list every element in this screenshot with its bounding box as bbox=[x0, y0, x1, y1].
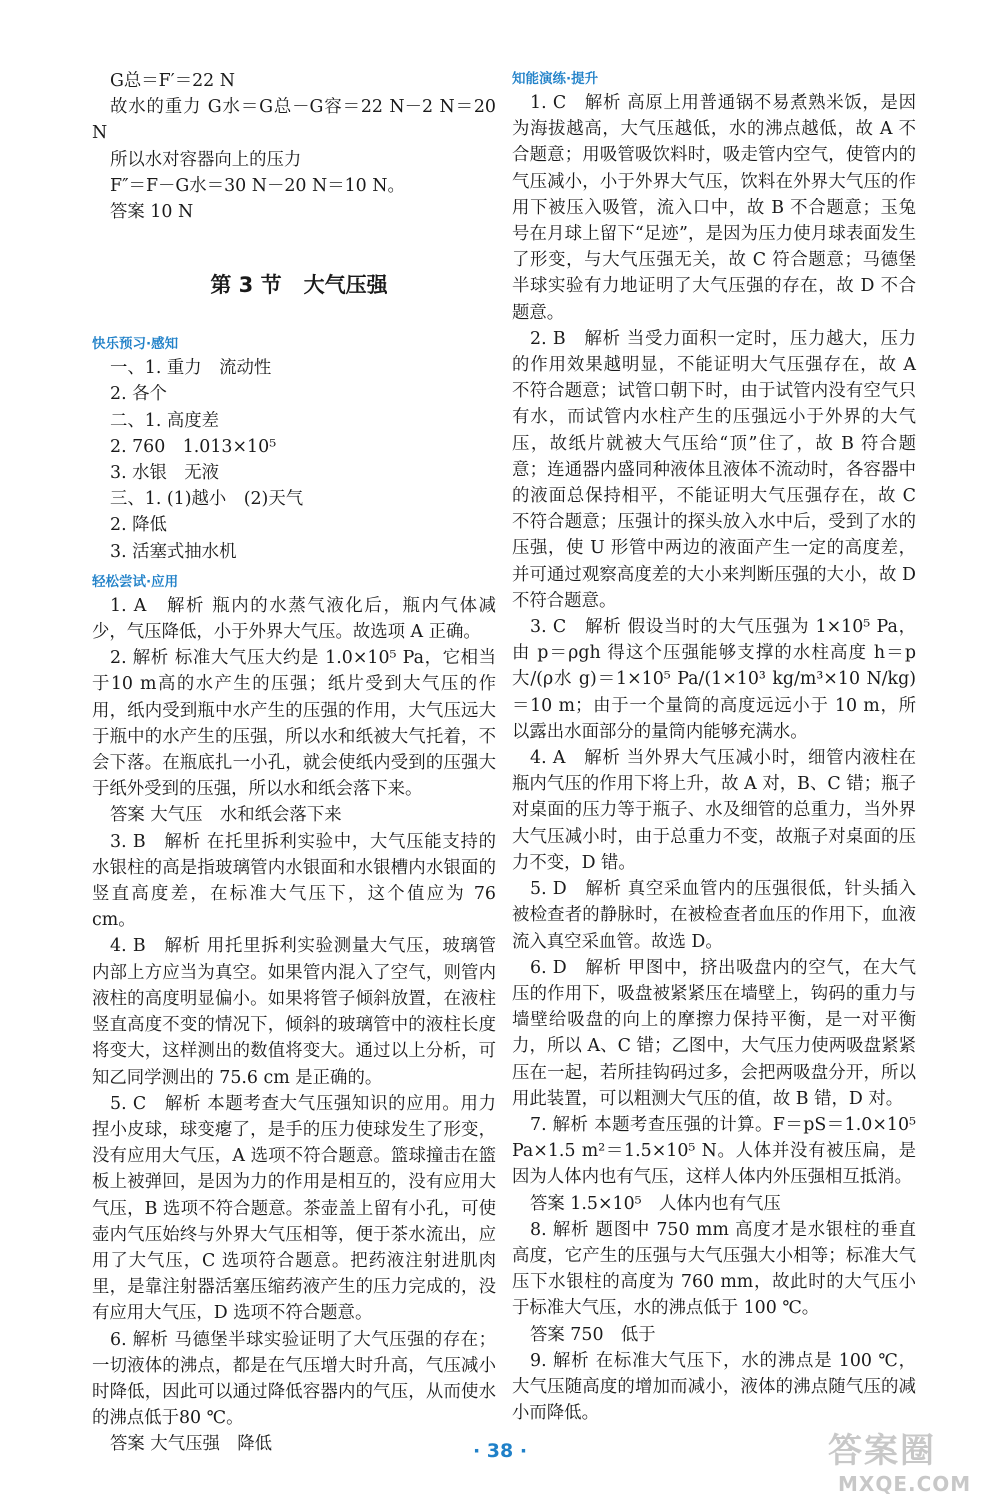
section-name: 大气压强 bbox=[303, 273, 388, 298]
answer-paragraph: 5. C 解析 本题考查大气压强知识的应用。用力捏小皮球，球变瘪了，是手的压力使球发生了形变，没有应用大气压，A 选项不符合题意。篮球撞击在篮板上被弹回，是因为力的作用是相互的，没有应用大气压，B 选项不符合题意。茶壶盖上留有小孔，可使壶内气压始终与外界大气压相等，便于茶水流出，应用了大气压，C 选项符合题意。把药液注射进肌肉里，是靠注射器活塞压缩药液产生的压力完成的，没有应用大气压，D 选项不符合题意。 bbox=[92, 1093, 496, 1324]
answer-paragraph: 6. 解析 马德堡半球实验证明了大气压强的存在；一切液体的沸点，都是在气压增大时升高，气压减小时降低，因此可以通过降低容器内的气压，从而使水的沸点低于80 ℃。 bbox=[92, 1329, 496, 1429]
section-label-practice: 知能演练·提升 bbox=[512, 71, 599, 87]
answer-paragraph: 8. 解析 题图中 750 mm 高度才是水银柱的垂直高度，它产生的压强与大气压强大小相等；标准大气压下水银柱的高度为 760 mm，故此时的大气压小于标准大气压，水的沸点低于 100 ℃。 bbox=[512, 1219, 916, 1319]
answer-paragraph: 9. 解析 在标准大气压下，水的沸点是 100 ℃，大气压随高度的增加而减小，液体的沸点随气压的减小而降低。 bbox=[512, 1350, 916, 1424]
answer-paragraph: 7. 解析 本题考查压强的计算。F＝pS＝1.0×10⁵ Pa×1.5 m²＝1.5×10⁵ N。人体并没有被压扁，是因为人体内也有气压，这样人体内外压强相互抵消。 bbox=[512, 1114, 916, 1188]
answer-line: 3. 水银 无液 bbox=[110, 463, 220, 484]
answer-line: 3. 活塞式抽水机 bbox=[110, 541, 237, 562]
answer-paragraph: 3. C 解析 假设当时的大气压强为 1×10⁵ Pa，由 p＝ρgh 得这个压强能够支撑的水柱高度 h＝p大/(ρ水 g)＝1×10⁵ Pa/(1×10³ kg/m³×10 N/kg)＝10 m；由于一个量筒的高度远远小于 10 m，所以露出水面部分的量筒内能够充满水。 bbox=[512, 617, 916, 742]
answer-paragraph: 3. B 解析 在托里拆利实验中，大气压能支持的水银柱的高是指玻璃管内水银面和水银槽内水银面的竖直高度差，在标准大气压下，这个值应为 76 cm。 bbox=[92, 831, 496, 931]
watermark-url: MXQE.COM bbox=[838, 1472, 972, 1496]
answer-paragraph: 1. C 解析 高原上用普通锅不易煮熟米饭，是因为海拔越高，大气压越低，水的沸点越低，故 A 不合题意；用吸管吸饮料时，吸走管内空气，使管内的气压减小，小于外界大气压，饮料在外界大气压的作用下被压入吸管，流入口中，故 B 不合题意；玉兔号在月球上留下“足迹”，是因为压力使月球表面发生了形变，与大气压强无关，故 C 符合题意；马德堡半球实验有力地证明了大气压强的存在，故 D 不合题意。 bbox=[512, 93, 916, 323]
answer-paragraph: 4. B 解析 用托里拆利实验测量大气压，玻璃管内部上方应当为真空。如果管内混入了空气，则管内液柱的高度明显偏小。如果将管子倾斜放置，在液柱竖直高度不变的情况下，倾斜的玻璃管中的液柱长度将变大，这样测出的数值将变大。通过以上分析，可知乙同学测出的 75.6 cm 是正确的。 bbox=[92, 936, 496, 1088]
text-line: F″＝F－G水＝30 N－20 N＝10 N。 bbox=[110, 175, 405, 196]
answer-line: 答案 大气压 水和纸会落下来 bbox=[110, 805, 342, 826]
section-label-preview: 快乐预习·感知 bbox=[92, 336, 179, 353]
page-number: · 38 · bbox=[472, 1440, 528, 1462]
answer-line: 一、1. 重力 流动性 bbox=[110, 358, 272, 379]
text-line: 所以水对容器向上的压力 bbox=[110, 149, 302, 170]
answer-line: 2. 760 1.013×10⁵ bbox=[110, 436, 277, 457]
answer-paragraph: 1. A 解析 瓶内的水蒸气液化后，瓶内气体减少，气压降低，小于外界大气压。故选项 A 正确。 bbox=[92, 595, 496, 643]
watermark-text: 答案圈 bbox=[828, 1431, 936, 1471]
answer-line: 答案 10 N bbox=[110, 202, 194, 223]
watermark-logo bbox=[828, 1423, 978, 1496]
answer-line: 答案 1.5×10⁵ 人体内也有气压 bbox=[530, 1193, 781, 1214]
section-number: 第 3 节 bbox=[210, 273, 282, 298]
section-label-try: 轻松尝试·应用 bbox=[92, 573, 179, 590]
answer-paragraph: 5. D 解析 真空采血管内的压强很低，针头插入被检查者的静脉时，在被检查者血压的作用下，血液流入真空采血管。故选 D。 bbox=[512, 879, 916, 952]
text-line: G总＝F′＝22 N bbox=[110, 71, 235, 91]
answer-line: 二、1. 高度差 bbox=[110, 410, 220, 431]
answer-line: 2. 各个 bbox=[110, 384, 167, 405]
answer-paragraph: 4. A 解析 当外界大气压减小时，细管内液柱在瓶内气压的作用下将上升，故 A 对，B、C 错；瓶子对桌面的压力等于瓶子、水及细管的总重力，当外界大气压减小时，由于总重力不变，故瓶子对桌面的压力不变，D 错。 bbox=[512, 748, 916, 873]
section-title bbox=[92, 269, 496, 299]
answer-paragraph: 6. D 解析 甲图中，挤出吸盘内的空气，在大气压的作用下，吸盘被紧紧压在墙壁上，钩码的重力与墙壁给吸盘的向上的摩擦力保持平衡，是一对平衡力，所以 A、C 错；乙图中，大气压力使两吸盘紧紧压在一起，若所挂钩码过多，会把两吸盘分开，所以用此装置，可以粗测大气压的值，故 B 错，D 对。 bbox=[512, 957, 916, 1109]
answer-paragraph: 2. B 解析 当受力面积一定时，压力越大，压力的作用效果越明显，不能证明大气压强存在，故 A 不符合题意；试管口朝下时，由于试管内没有空气只有水，而试管内水柱产生的压强远小于外界的大气压，故纸片就被大气压给“顶”住了，故 B 符合题意；连通器内盛同种液体且液体不流动时，各容器中的液面总保持相平，不能证明大气压强存在，故 C 不符合题意；压强计的探头放入水中后，受到了水的压强，使 U 形管中两边的液面产生一定的高度差，并可通过观察高度差的大小来判断压强的大小，故 D 不符合题意。 bbox=[512, 328, 916, 611]
answer-paragraph: 2. 解析 标准大气压大约是 1.0×10⁵ Pa，它相当于10 m高的水产生的压强；纸片受到大气压的作用，纸内受到瓶中水产生的压强的作用，大气压远大于瓶中的水产生的压强，所以水和纸被大气托着，不会下落。在瓶底扎一小孔，就会使纸内受到的压强大于纸外受到的压强，所以水和纸会落下来。 bbox=[92, 648, 496, 800]
answer-line: 答案 750 低于 bbox=[530, 1324, 656, 1345]
answer-line: 2. 降低 bbox=[110, 515, 167, 536]
answer-line: 三、1. (1)越小 (2)天气 bbox=[110, 489, 304, 510]
right-column bbox=[512, 68, 916, 1426]
answer-line: 答案 大气压强 降低 bbox=[110, 1434, 273, 1455]
left-column bbox=[92, 68, 496, 1458]
text-line: 故水的重力 G水＝G总－G容＝22 N－2 N＝20 N bbox=[92, 97, 496, 144]
